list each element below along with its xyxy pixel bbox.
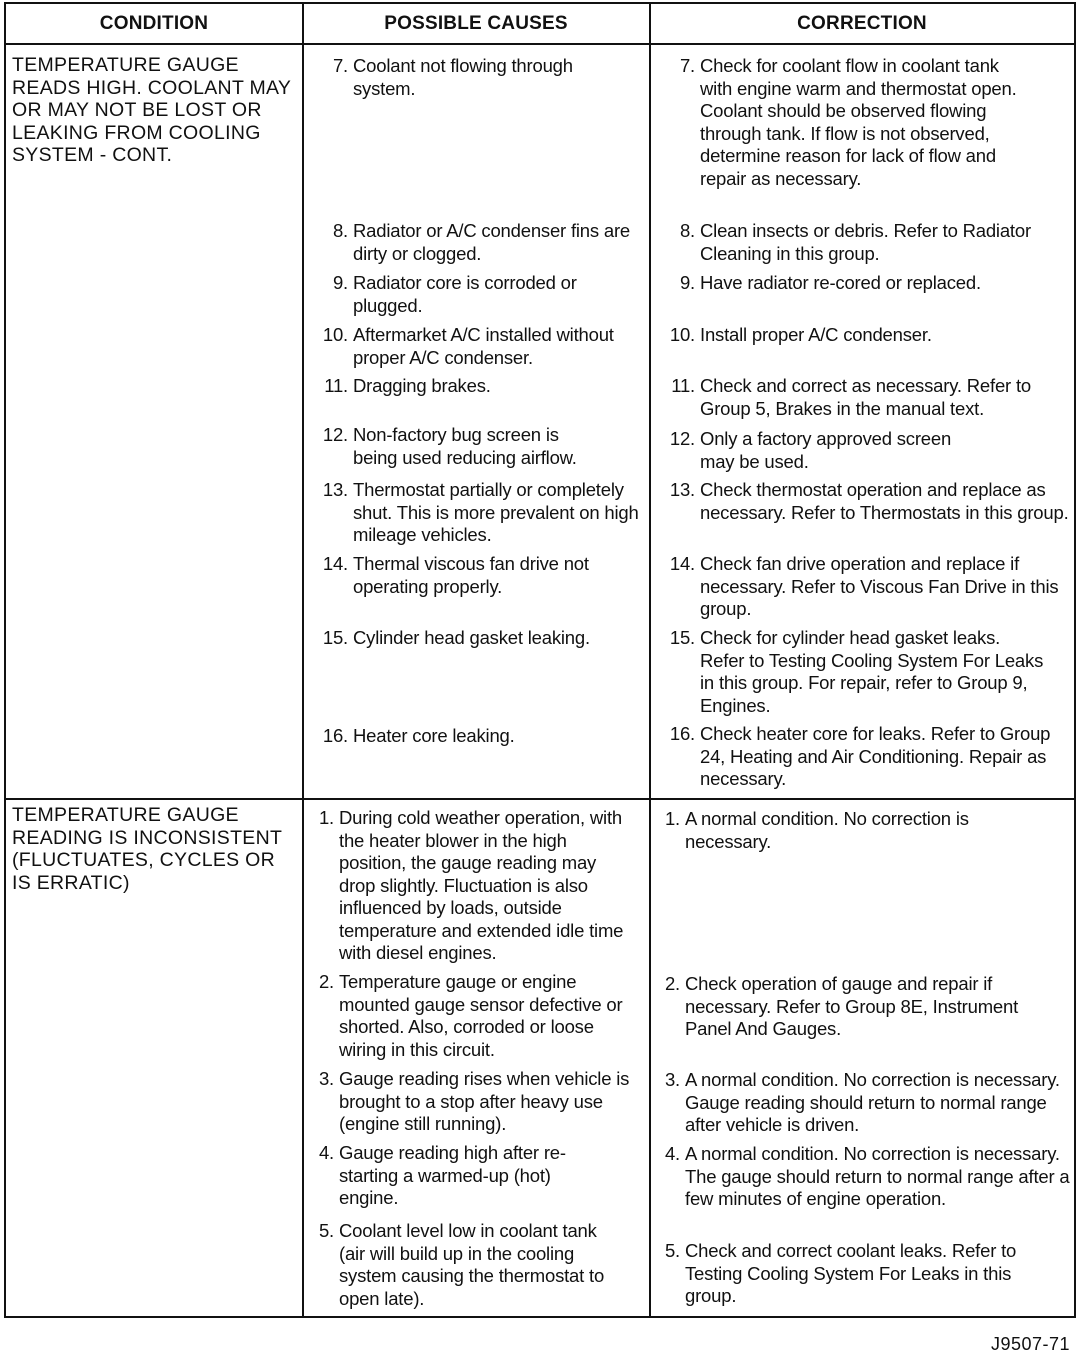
correction-item — [656, 1069, 1073, 1137]
item-number: 5. — [664, 1240, 680, 1261]
item-text: Check thermostat operation and replace as necessary. Refer to Thermostats in this group. — [700, 479, 1069, 523]
correction-item — [668, 220, 1073, 265]
item-text: Aftermarket A/C installed without proper A/C condenser. — [353, 324, 614, 368]
item-number: 4. — [664, 1143, 680, 1164]
item-text: Install proper A/C condenser. — [700, 324, 932, 345]
item-number: 2. — [318, 971, 334, 992]
correction-item — [668, 324, 1073, 347]
item-number: 3. — [318, 1068, 334, 1089]
item-text: Gauge reading rises when vehicle is brought to a stop after heavy use (engine still running). — [339, 1068, 630, 1134]
item-text: Radiator core is corroded or plugged. — [353, 272, 577, 316]
correction-item — [668, 375, 1073, 420]
header-possible-causes: POSSIBLE CAUSES — [384, 13, 568, 34]
column-divider — [649, 4, 651, 1316]
item-number: 13. — [322, 479, 348, 500]
correction-item — [668, 428, 1073, 473]
item-number: 8. — [332, 220, 348, 241]
condition-text: TEMPERATURE GAUGE READS HIGH. COOLANT MAY OR MAY NOT BE LOST OR LEAKING FROM COOLING SYSTEM - CONT. — [12, 54, 291, 166]
item-text: During cold weather operation, with the heater blower in the high position, the gauge reading may drop slightly. Fluctuation is also influenced by loads, outside temperature and extended idle time with diesel engines. — [339, 807, 624, 963]
cause-item — [320, 553, 646, 598]
cause-item — [310, 971, 646, 1061]
item-number: 4. — [318, 1142, 334, 1163]
correction-item — [656, 973, 1073, 1041]
cause-item — [310, 1068, 646, 1136]
item-number: 10. — [322, 324, 348, 345]
cause-item — [320, 479, 646, 547]
item-text: A normal condition. No correction is necessary. The gauge should return to normal range after a few minutes of engine operation. — [685, 1143, 1070, 1209]
item-text: Check fan drive operation and replace if necessary. Refer to Viscous Fan Drive in this group. — [700, 553, 1059, 619]
item-text: Have radiator re-cored or replaced. — [700, 272, 981, 293]
item-number: 7. — [332, 55, 348, 76]
cause-item — [320, 627, 646, 650]
item-text: Gauge reading high after re-starting a warmed-up (hot) engine. — [339, 1142, 566, 1208]
item-number: 9. — [332, 272, 348, 293]
cause-item — [320, 725, 646, 748]
diagnosis-table — [4, 2, 1076, 1318]
cause-item — [320, 272, 646, 317]
item-text: Check for cylinder head gasket leaks. Refer to Testing Cooling System For Leaks in this group. For repair, refer to Group 9, Engines. — [700, 627, 1044, 716]
item-text: Check and correct as necessary. Refer to Group 5, Brakes in the manual text. — [700, 375, 1031, 419]
correction-item — [656, 808, 1073, 853]
correction-item — [668, 479, 1073, 524]
item-number: 12. — [322, 424, 348, 445]
item-number: 16. — [669, 723, 695, 744]
correction-item — [668, 55, 1073, 190]
correction-item — [668, 627, 1073, 717]
cause-item — [320, 324, 646, 369]
section-divider — [6, 798, 1074, 800]
correction-item — [656, 1143, 1073, 1211]
item-text: Coolant level low in coolant tank (air will build up in the cooling system causing the thermostat to open late). — [339, 1220, 605, 1309]
item-text: Thermostat partially or completely shut. This is more prevalent on high mileage vehicles. — [353, 479, 639, 545]
item-number: 9. — [679, 272, 695, 293]
cause-item — [320, 55, 646, 100]
item-number: 10. — [669, 324, 695, 345]
item-text: Radiator or A/C condenser fins are dirty or clogged. — [353, 220, 631, 264]
item-text: Only a factory approved screen may be used. — [700, 428, 952, 472]
item-text: Dragging brakes. — [353, 375, 491, 396]
correction-item — [668, 723, 1073, 791]
item-number: 11. — [324, 375, 348, 396]
item-number: 13. — [669, 479, 695, 500]
item-text: Check heater core for leaks. Refer to Group 24, Heating and Air Conditioning. Repair as necessary. — [700, 723, 1051, 789]
column-divider — [302, 4, 304, 1316]
cause-item — [310, 1220, 646, 1310]
figure-id: J9507-71 — [990, 1334, 1070, 1354]
item-text: Thermal viscous fan drive not operating properly. — [353, 553, 589, 597]
cause-item — [320, 424, 646, 469]
item-number: 7. — [679, 55, 695, 76]
item-number: 15. — [322, 627, 348, 648]
item-text: Coolant not flowing through system. — [353, 55, 573, 99]
item-text: Cylinder head gasket leaking. — [353, 627, 590, 648]
item-number: 11. — [671, 375, 695, 396]
item-text: Check for coolant flow in coolant tank with engine warm and thermostat open. Coolant should be observed flowing through tank. If flow is not observed, determine reason for lack of flow and repair as necessary. — [700, 55, 1017, 189]
item-number: 5. — [318, 1220, 334, 1241]
correction-item — [668, 272, 1073, 295]
item-number: 15. — [669, 627, 695, 648]
item-number: 14. — [322, 553, 348, 574]
cause-item — [310, 807, 646, 965]
condition-text: TEMPERATURE GAUGE READING IS INCONSISTENT (FLUCTUATES, CYCLES OR IS ERRATIC) — [12, 804, 282, 894]
cause-item — [310, 1142, 646, 1210]
item-text: Check operation of gauge and repair if necessary. Refer to Group 8E, Instrument Panel And Gauges. — [685, 973, 1019, 1039]
item-text: Clean insects or debris. Refer to Radiator Cleaning in this group. — [700, 220, 1031, 264]
cause-item — [320, 220, 646, 265]
item-text: Check and correct coolant leaks. Refer to Testing Cooling System For Leaks in this group. — [685, 1240, 1017, 1306]
item-text: Non-factory bug screen is being used reducing airflow. — [353, 424, 577, 468]
item-number: 14. — [669, 553, 695, 574]
item-number: 1. — [318, 807, 334, 828]
item-number: 8. — [679, 220, 695, 241]
item-text: Temperature gauge or engine mounted gauge sensor defective or shorted. Also, corroded or loose wiring in this circuit. — [339, 971, 623, 1060]
item-number: 16. — [322, 725, 348, 746]
item-text: A normal condition. No correction is necessary. — [685, 808, 969, 852]
item-number: 2. — [664, 973, 680, 994]
correction-item — [656, 1240, 1073, 1308]
item-text: Heater core leaking. — [353, 725, 515, 746]
table-header-row — [6, 4, 1074, 45]
item-number: 1. — [664, 808, 680, 829]
item-text: A normal condition. No correction is necessary. Gauge reading should return to normal range after vehicle is driven. — [685, 1069, 1060, 1135]
header-correction: CORRECTION — [797, 13, 927, 34]
item-number: 3. — [664, 1069, 680, 1090]
header-condition: CONDITION — [99, 13, 209, 34]
correction-item — [668, 553, 1073, 621]
cause-item — [320, 375, 646, 398]
item-number: 12. — [669, 428, 695, 449]
